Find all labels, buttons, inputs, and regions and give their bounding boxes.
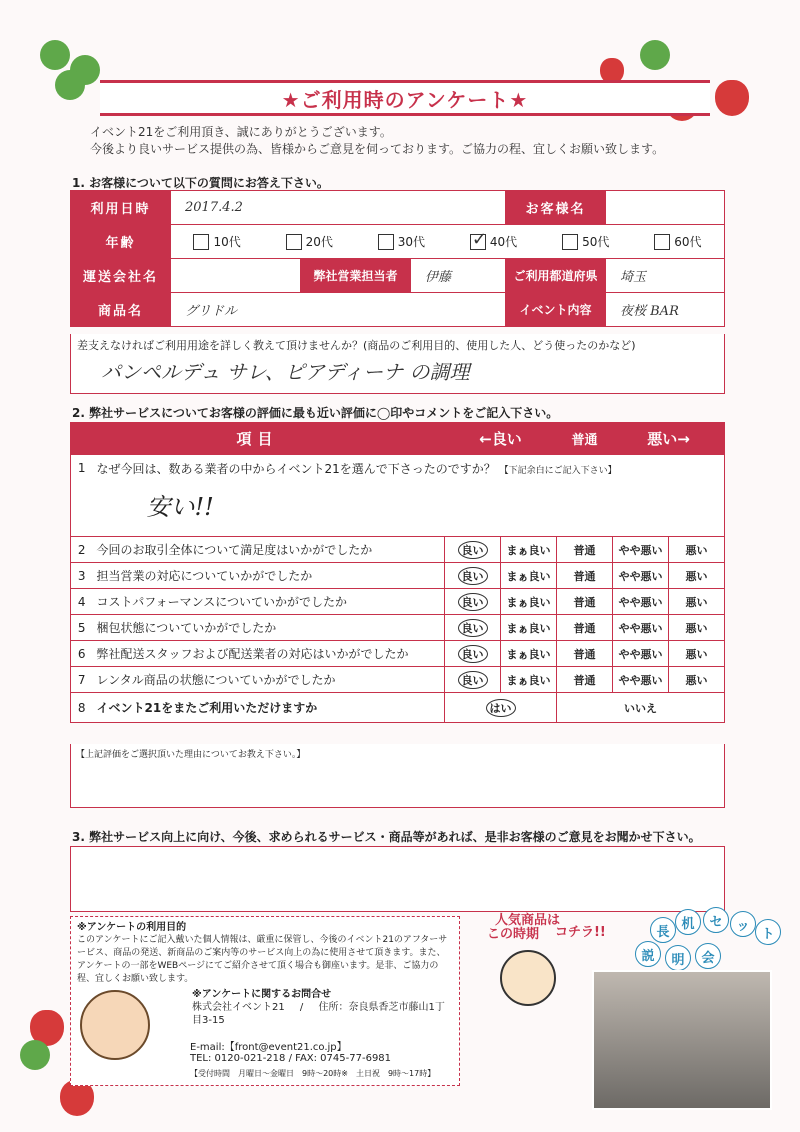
carrier-label: 運送会社名 <box>71 259 171 293</box>
rep-field[interactable]: 伊藤 <box>411 259 506 293</box>
section1-heading: 1. お客様について以下の質問にお答え下さい。 <box>72 176 329 190</box>
checkbox[interactable] <box>193 234 209 250</box>
event-label: イベント内容 <box>506 293 606 327</box>
table-row <box>71 563 725 589</box>
badge: 説 <box>635 941 661 967</box>
rating-option[interactable]: まぁ良い <box>501 563 557 589</box>
rating-option[interactable]: まぁ良い <box>501 667 557 693</box>
age-label-text: 10代 <box>213 234 241 249</box>
rating-option[interactable]: 悪い <box>669 563 725 589</box>
section2-heading: 2. 弊社サービスについてお客様の評価に最も近い評価に◯印やコメントをご記入下さい。 <box>72 406 559 420</box>
rating-option[interactable]: まぁ良い <box>501 537 557 563</box>
age-option-60[interactable] <box>654 233 701 251</box>
business-hours: 【受付時間 月曜日～金曜日 9時～20時※ 土日祝 9時～17時】 <box>190 1069 436 1078</box>
rating-option[interactable]: 普通 <box>557 589 613 615</box>
rating-table <box>70 422 725 723</box>
clover-icon <box>640 40 670 70</box>
product-field[interactable]: グリドル <box>171 293 506 327</box>
rating-label: 良い <box>458 645 488 663</box>
pref-label: ご利用都道府県 <box>506 259 606 293</box>
age-label-text: 30代 <box>397 234 426 249</box>
rating-label: 良い <box>458 593 488 611</box>
table-row <box>71 615 725 641</box>
product-label: 商品名 <box>71 293 171 327</box>
age-option-30[interactable] <box>378 233 425 251</box>
rating-option-selected[interactable] <box>445 537 501 563</box>
rating-option[interactable]: 普通 <box>557 537 613 563</box>
rating-option[interactable]: 普通 <box>557 667 613 693</box>
promo-line1: この時期 <box>487 927 540 942</box>
clover-icon <box>55 70 85 100</box>
q-num: 8 <box>71 693 93 723</box>
q-text: 弊社配送スタッフおよび配送業者の対応はいかがでしたか <box>93 641 445 667</box>
rating-option[interactable]: 悪い <box>669 537 725 563</box>
tel-fax: TEL: 0120-021-218 / FAX: 0745-77-6981 <box>190 1053 392 1064</box>
rating-option[interactable]: まぁ良い <box>501 641 557 667</box>
q-num: 4 <box>71 589 93 615</box>
q-text: 担当営業の対応についていかがでしたか <box>93 563 445 589</box>
badge: 明 <box>665 945 691 971</box>
separator: / <box>299 1002 304 1013</box>
q-num: 7 <box>71 667 93 693</box>
company-name: 株式会社イベント21 <box>192 1002 285 1013</box>
rating-option[interactable]: 悪い <box>669 589 725 615</box>
q-num: 1 <box>71 455 93 537</box>
rating-option[interactable]: まぁ良い <box>501 589 557 615</box>
age-label-text: 50代 <box>582 234 610 249</box>
table-row <box>71 537 725 563</box>
rating-option[interactable]: やや悪い <box>613 589 669 615</box>
q-num: 6 <box>71 641 93 667</box>
clover-icon <box>40 40 70 70</box>
customer-info-table <box>70 190 725 327</box>
q1-cell[interactable] <box>93 455 725 537</box>
rating-option[interactable]: やや悪い <box>613 641 669 667</box>
answer-yes-selected[interactable] <box>445 693 557 723</box>
rating-option[interactable]: やや悪い <box>613 615 669 641</box>
badge: 長 <box>650 917 676 943</box>
age-option-40[interactable] <box>470 233 517 251</box>
purpose-text: このアンケートにご記入戴いた個人情報は、厳重に保管し、今後のイベント21のアフターサービス、商品の発送、新商品のご案内等のサービス向上の為に使用させて頂きます。また、アンケートの一部をWEBページにてご紹介させて頂く場合も御座います。是非、ご協力の程、宜しくお願い致します。 <box>77 935 448 984</box>
clover-icon <box>20 1040 50 1070</box>
operator-illustration <box>80 990 150 1060</box>
strawberry-icon <box>715 80 749 116</box>
date-field[interactable]: 2017.4.2 <box>171 191 506 225</box>
event-field[interactable]: 夜桜 BAR <box>606 293 725 327</box>
rating-option[interactable]: 普通 <box>557 641 613 667</box>
table-row <box>71 641 725 667</box>
rating-option-selected[interactable] <box>445 615 501 641</box>
rating-option[interactable]: 悪い <box>669 641 725 667</box>
badge: 会 <box>695 943 721 969</box>
date-label: 利用日時 <box>71 191 171 225</box>
rep-label: 弊社営業担当者 <box>301 259 411 293</box>
q8-text: イベント21をまたご利用いただけますか <box>93 693 445 723</box>
pref-field[interactable]: 埼玉 <box>606 259 725 293</box>
q-text: 今回のお取引全体について満足度はいかがでしたか <box>93 537 445 563</box>
q1-answer: 安い!! <box>146 493 214 521</box>
intro-text <box>90 124 664 158</box>
purpose-title: ※アンケートの利用目的 <box>77 922 187 933</box>
rating-option-selected[interactable] <box>445 641 501 667</box>
usage-answer: パンペルデュ サレ、ピアディーナ の調理 <box>101 360 470 384</box>
page-title: ★ご利用時のアンケート★ <box>281 87 529 112</box>
age-option-20[interactable] <box>286 233 333 251</box>
rating-label: 良い <box>458 619 488 637</box>
badge: ッ <box>730 911 756 937</box>
table-row <box>71 693 725 723</box>
q1-hint: 【下記余白にご記入下さい】 <box>499 466 617 476</box>
col-item: 項目 <box>71 423 445 455</box>
company-address: 住所：奈良県香芝市藤山1丁目3-15 <box>192 1002 445 1026</box>
table-row <box>71 589 725 615</box>
rating-label: 良い <box>458 541 488 559</box>
usage-box[interactable] <box>70 334 725 394</box>
col-bad: 悪い→ <box>613 423 725 455</box>
rating-option-selected[interactable] <box>445 589 501 615</box>
section3-heading: 3. 弊社サービス向上に向け、今後、求められるサービス・商品等があれば、是非お客様のご意見をお聞かせ下さい。 <box>72 830 701 844</box>
rating-option[interactable]: 普通 <box>557 615 613 641</box>
title-banner <box>100 80 710 116</box>
rating-option[interactable]: 普通 <box>557 563 613 589</box>
checkbox[interactable] <box>654 234 670 250</box>
rating-option[interactable]: 悪い <box>669 667 725 693</box>
intro-line: イベント21をご利用頂き、誠にありがとうございます。 <box>90 125 392 139</box>
promo-line2: 人気商品は <box>495 913 561 928</box>
rating-option-selected[interactable] <box>445 667 501 693</box>
q-text: レンタル商品の状態についていかがでしたか <box>93 667 445 693</box>
rating-option[interactable]: まぁ良い <box>501 615 557 641</box>
carrier-field[interactable] <box>171 259 301 293</box>
age-label-text: 40代 <box>489 234 518 249</box>
age-option-50[interactable] <box>562 233 609 251</box>
yes-label: はい <box>486 699 516 717</box>
checkbox[interactable] <box>562 234 578 250</box>
rating-label: 良い <box>458 671 488 689</box>
age-option-10[interactable] <box>193 233 240 251</box>
checkbox[interactable] <box>378 234 394 250</box>
promo-line3: コチラ!! <box>555 925 606 940</box>
rating-option[interactable]: 悪い <box>669 615 725 641</box>
rating-label: 良い <box>458 567 488 585</box>
event-photo <box>592 970 772 1110</box>
col-normal: 普通 <box>557 423 613 455</box>
q-num: 3 <box>71 563 93 589</box>
email[interactable]: E-mail:【front@event21.co.jp】 <box>190 1042 347 1053</box>
age-label-text: 20代 <box>305 234 333 249</box>
badge: ト <box>755 919 781 945</box>
q-num: 5 <box>71 615 93 641</box>
col-good: ←良い <box>445 423 557 455</box>
checkbox[interactable] <box>286 234 302 250</box>
q-text: コストパフォーマンスについていかがでしたか <box>93 589 445 615</box>
checkbox-checked[interactable] <box>470 234 486 250</box>
rating-option-selected[interactable] <box>445 563 501 589</box>
q-text: 梱包状態についていかがでしたか <box>93 615 445 641</box>
customer-field[interactable] <box>606 191 725 225</box>
badge: セ <box>703 907 729 933</box>
company-line <box>192 1001 453 1027</box>
rating-option[interactable]: やや悪い <box>613 537 669 563</box>
reason-note: 【上記評価をご選択頂いた理由についてお教え下さい。】 <box>76 750 306 760</box>
badge: 机 <box>675 909 701 935</box>
table-row <box>71 667 725 693</box>
intro-line: 今後より良いサービス提供の為、皆様からご意見を伺っております。ご協力の程、宜しくお願い致します。 <box>90 142 665 156</box>
age-label-text: 60代 <box>674 234 702 249</box>
reason-box[interactable] <box>70 744 725 808</box>
contact-title: ※アンケートに関するお問合せ <box>192 989 332 1000</box>
age-label: 年齢 <box>71 225 171 259</box>
mascot-illustration <box>500 950 556 1006</box>
usage-question: 差支えなければご利用用途を詳しく教えて頂けませんか？(商品のご利用目的、使用した人、どう使ったのかなど) <box>77 339 636 352</box>
customer-label: お客様名 <box>506 191 606 225</box>
request-box[interactable] <box>70 846 725 912</box>
rating-option[interactable]: やや悪い <box>613 667 669 693</box>
rating-option[interactable]: やや悪い <box>613 563 669 589</box>
q1-text: なぜ今回は、数ある業者の中からイベント21を選んで下さったのですか？ <box>96 462 496 476</box>
answer-no[interactable]: いいえ <box>557 693 725 723</box>
q-num: 2 <box>71 537 93 563</box>
age-options <box>171 225 725 259</box>
